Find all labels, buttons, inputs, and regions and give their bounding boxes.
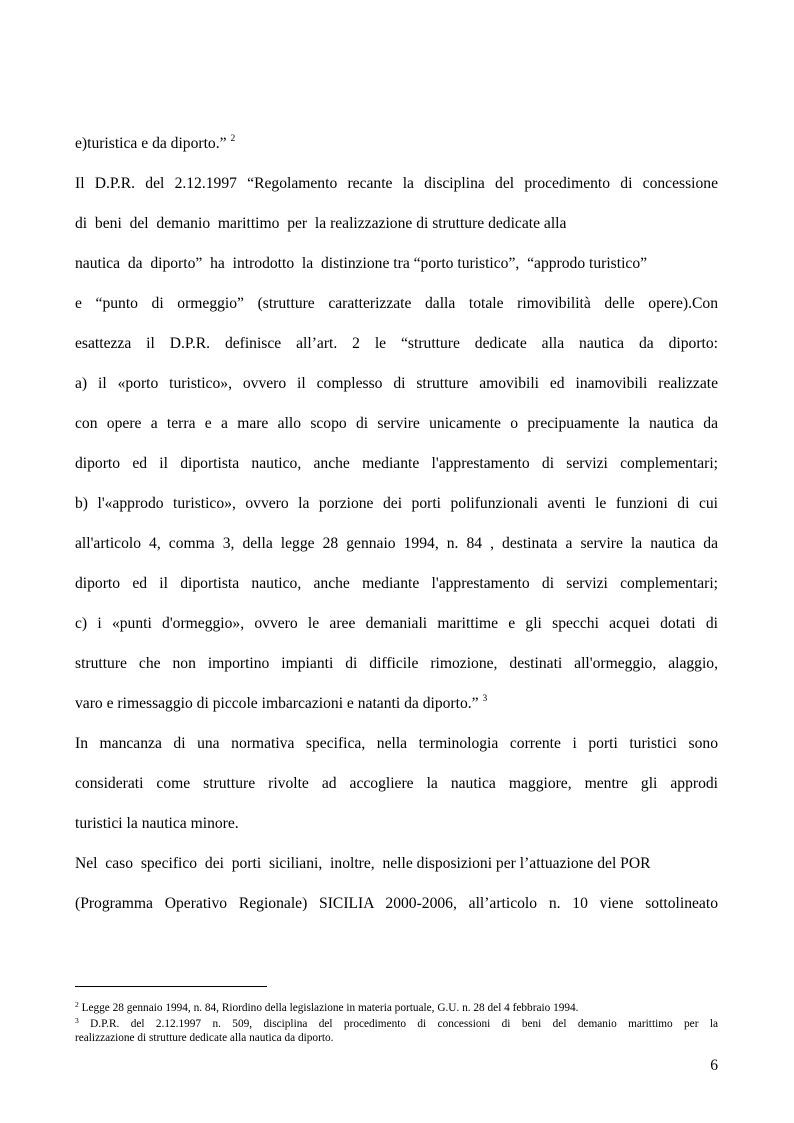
body-line: nautica da diporto” ha introdotto la distinzione tra “porto turistico”, “approdo turistico” [75, 255, 648, 272]
body-line: (Programma Operativo Regionale) SICILIA 2000-2006, all’articolo n. 10 viene sottolineato [75, 895, 718, 912]
body-line: c) i «punti d'ormeggio», ovvero le aree demaniali marittime e gli specchi acquei dotati di [75, 615, 718, 632]
footnote: $^2$ Legge 28 gennaio 1994, n. 84, Riordino della legislazione in materia portuale, G.U. n. 28 del 4 febbraio 1994. [75, 1000, 579, 1014]
page-number: 6 [710, 1057, 718, 1074]
footnote-separator [75, 986, 267, 987]
body-line: e)turistica e da diporto.” $^2$ [75, 134, 236, 152]
body-line: Nel caso specifico dei porti siciliani, inoltre, nelle disposizioni per l’attuazione del POR [75, 855, 651, 872]
footnote-continuation: realizzazione di strutture dedicate alla nautica da diporto. [75, 1032, 334, 1044]
body-line: considerati come strutture rivolte ad accogliere la nautica maggiore, mentre gli approdi [75, 775, 718, 792]
body-line: In mancanza di una normativa specifica, nella terminologia corrente i porti turistici sono [75, 735, 718, 752]
body-line: turistici la nautica minore. [75, 815, 239, 832]
footnote-ref: 3 [482, 694, 488, 704]
body-line: varo e rimessaggio di piccole imbarcazioni e natanti da diporto.” $^3$ [75, 694, 488, 712]
footnote: $^3$ D.P.R. del 2.12.1997 n. 509, disciplina del procedimento di concessioni di beni del demanio marittimo per la [75, 1016, 718, 1030]
body-line: a) il «porto turistico», ovvero il complesso di strutture amovibili ed inamovibili realizzate [75, 375, 718, 392]
body-line: esattezza il D.P.R. definisce all’art. 2 le “strutture dedicate alla nautica da diporto: [75, 335, 718, 352]
body-line: di beni del demanio marittimo per la realizzazione di strutture dedicate alla [75, 215, 567, 232]
body-line: e “punto di ormeggio” (strutture caratterizzate dalla totale rimovibilità delle opere).Con [75, 295, 718, 312]
body-line: diporto ed il diportista nautico, anche mediante l'apprestamento di servizi complementari; [75, 455, 718, 472]
footnote-mark: 2 [75, 1000, 79, 1009]
body-line: b) l'«approdo turistico», ovvero la porzione dei porti polifunzionali aventi le funzioni di cui [75, 495, 718, 512]
body-line: diporto ed il diportista nautico, anche mediante l'apprestamento di servizi complementari; [75, 575, 718, 592]
body-line: con opere a terra e a mare allo scopo di servire unicamente o precipuamente la nautica da [75, 415, 718, 432]
footnote-mark: 3 [75, 1016, 79, 1025]
footnote-ref: 2 [230, 134, 236, 144]
body-line: Il D.P.R. del 2.12.1997 “Regolamento recante la disciplina del procedimento di concessione [75, 175, 718, 192]
body-line: strutture che non importino impianti di difficile rimozione, destinati all'ormeggio, alaggio, [75, 655, 718, 672]
body-line: all'articolo 4, comma 3, della legge 28 gennaio 1994, n. 84 , destinata a servire la nautica da [75, 535, 718, 552]
